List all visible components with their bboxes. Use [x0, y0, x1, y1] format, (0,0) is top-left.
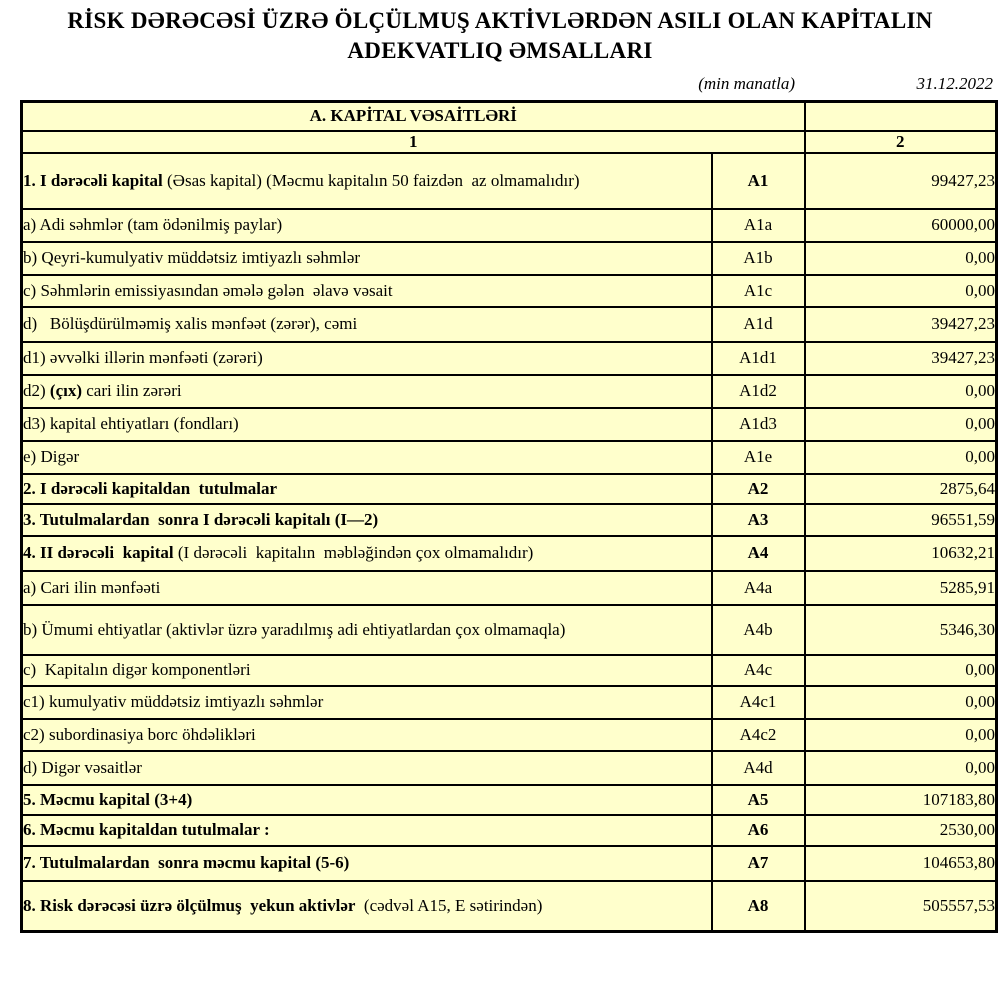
report-date: 31.12.2022 — [916, 74, 993, 93]
table-row — [22, 342, 997, 375]
table-row — [22, 441, 997, 474]
row-label: e) Digər — [22, 441, 712, 474]
row-code: A4d — [712, 751, 805, 785]
row-label: a) Cari ilin mənfəəti — [22, 571, 712, 605]
table-row — [22, 153, 997, 209]
col-header-2: 2 — [805, 131, 997, 153]
row-value: 0,00 — [805, 375, 997, 408]
row-value: 107183,80 — [805, 785, 997, 815]
row-code: A1d2 — [712, 375, 805, 408]
row-value: 2875,64 — [805, 474, 997, 504]
row-label: 5. Məcmu kapital (3+4) — [22, 785, 712, 815]
row-code: A4b — [712, 605, 805, 655]
row-code: A1e — [712, 441, 805, 474]
unit-note: (min manatla) — [698, 74, 795, 93]
row-code: A4c1 — [712, 686, 805, 719]
table-row — [22, 655, 997, 686]
table-row — [22, 242, 997, 275]
row-code: A1d — [712, 307, 805, 342]
row-code: A8 — [712, 881, 805, 932]
row-code: A1b — [712, 242, 805, 275]
table-row — [22, 785, 997, 815]
row-value: 0,00 — [805, 751, 997, 785]
row-value: 0,00 — [805, 275, 997, 307]
row-label: a) Adi səhmlər (tam ödənilmiş paylar) — [22, 209, 712, 242]
section-header: A. KAPİTAL VƏSAİTLƏRİ — [22, 102, 805, 131]
meta-line — [0, 74, 1000, 96]
row-label: c) Kapitalın digər komponentləri — [22, 655, 712, 686]
page-title — [0, 6, 1000, 67]
row-code: A1 — [712, 153, 805, 209]
row-value: 2530,00 — [805, 815, 997, 846]
table-row — [22, 751, 997, 785]
row-value: 0,00 — [805, 719, 997, 751]
row-code: A1c — [712, 275, 805, 307]
table-row — [22, 474, 997, 504]
table-row — [22, 307, 997, 342]
table-row — [22, 504, 997, 536]
row-value: 0,00 — [805, 441, 997, 474]
row-code: A4a — [712, 571, 805, 605]
table-row — [22, 209, 997, 242]
row-code: A3 — [712, 504, 805, 536]
row-label: d2) (çıx) cari ilin zərəri — [22, 375, 712, 408]
row-label: c) Səhmlərin emissiyasından əmələ gələn əlavə vəsait — [22, 275, 712, 307]
row-value: 96551,59 — [805, 504, 997, 536]
row-code: A1d1 — [712, 342, 805, 375]
row-label: 8. Risk dərəcəsi üzrə ölçülmuş yekun aktivlər (cədvəl A15, E sətirindən) — [22, 881, 712, 932]
row-label: d) Bölüşdürülməmiş xalis mənfəət (zərər), cəmi — [22, 307, 712, 342]
table-row — [22, 408, 997, 441]
row-value: 0,00 — [805, 408, 997, 441]
row-code: A6 — [712, 815, 805, 846]
table-row — [22, 719, 997, 751]
row-label: 7. Tutulmalardan sonra məcmu kapital (5-6) — [22, 846, 712, 881]
row-label: 3. Tutulmalardan sonra I dərəcəli kapitalı (I—2) — [22, 504, 712, 536]
table-row — [22, 571, 997, 605]
row-label: d1) əvvəlki illərin mənfəəti (zərəri) — [22, 342, 712, 375]
row-label: b) Qeyri-kumulyativ müddətsiz imtiyazlı səhmlər — [22, 242, 712, 275]
table-row — [22, 881, 997, 932]
table-row — [22, 686, 997, 719]
table-row — [22, 275, 997, 307]
row-value: 10632,21 — [805, 536, 997, 571]
row-value: 0,00 — [805, 686, 997, 719]
table-row — [22, 536, 997, 571]
capital-table — [20, 100, 998, 933]
row-value: 0,00 — [805, 655, 997, 686]
row-label: 4. II dərəcəli kapital (I dərəcəli kapitalın məbləğindən çox olmamalıdır) — [22, 536, 712, 571]
page-title-line2: ADEKVATLIQ ƏMSALLARI — [347, 38, 653, 64]
column-number-row — [22, 131, 997, 153]
col-header-1: 1 — [22, 131, 805, 153]
row-label: c1) kumulyativ müddətsiz imtiyazlı səhmlər — [22, 686, 712, 719]
row-label: 6. Məcmu kapitaldan tutulmalar : — [22, 815, 712, 846]
row-label: d) Digər vəsaitlər — [22, 751, 712, 785]
row-value: 104653,80 — [805, 846, 997, 881]
empty-cell — [805, 102, 997, 131]
row-code: A5 — [712, 785, 805, 815]
row-value: 60000,00 — [805, 209, 997, 242]
row-value: 99427,23 — [805, 153, 997, 209]
page-title-line1: RİSK DƏRƏCƏSİ ÜZRƏ ÖLÇÜLMUŞ AKTİVLƏRDƏN ASILI OLAN KAPİTALIN — [67, 8, 933, 33]
row-code: A4c2 — [712, 719, 805, 751]
row-value: 505557,53 — [805, 881, 997, 932]
table-row — [22, 846, 997, 881]
row-code: A4 — [712, 536, 805, 571]
row-code: A1d3 — [712, 408, 805, 441]
row-code: A4c — [712, 655, 805, 686]
row-value: 39427,23 — [805, 342, 997, 375]
row-code: A7 — [712, 846, 805, 881]
row-value: 5346,30 — [805, 605, 997, 655]
row-label: c2) subordinasiya borc öhdəlikləri — [22, 719, 712, 751]
section-header-row — [22, 102, 997, 131]
table-row — [22, 375, 997, 408]
table-row — [22, 815, 997, 846]
row-value: 0,00 — [805, 242, 997, 275]
row-label: 1. I dərəcəli kapital (Əsas kapital) (Məcmu kapitalın 50 faizdən az olmamalıdır) — [22, 153, 712, 209]
row-value: 5285,91 — [805, 571, 997, 605]
row-code: A2 — [712, 474, 805, 504]
row-label: d3) kapital ehtiyatları (fondları) — [22, 408, 712, 441]
row-value: 39427,23 — [805, 307, 997, 342]
row-label: 2. I dərəcəli kapitaldan tutulmalar — [22, 474, 712, 504]
row-label: b) Ümumi ehtiyatlar (aktivlər üzrə yaradılmış adi ehtiyatlardan çox olmamaqla) — [22, 605, 712, 655]
row-code: A1a — [712, 209, 805, 242]
table-row — [22, 605, 997, 655]
